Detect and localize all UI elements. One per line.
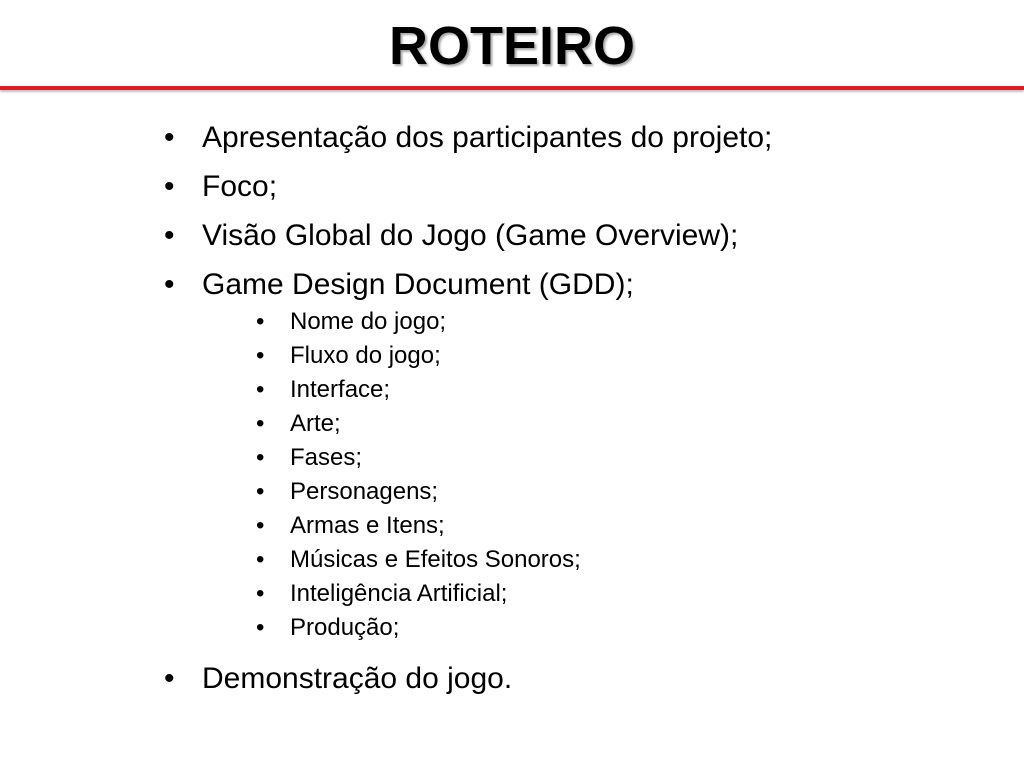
agenda-item-label: Foco; <box>202 170 278 203</box>
sub-item: • Interface; <box>256 373 998 407</box>
sub-item: • Músicas e Efeitos Sonoros; <box>256 543 998 577</box>
sub-item: • Fases; <box>256 441 998 475</box>
agenda-item <box>158 167 998 207</box>
agenda-item <box>158 216 998 256</box>
slide-title: ROTEIRO <box>388 16 635 76</box>
title-divider <box>0 86 1024 90</box>
sub-item: • Inteligência Artificial; <box>256 577 998 611</box>
gdd-sublist <box>202 305 998 645</box>
agenda-item-label: Game Design Document (GDD); <box>202 268 634 301</box>
sub-item: • Personagens; <box>256 475 998 509</box>
agenda-item-gdd <box>158 265 998 645</box>
agenda-item-label: Demonstração do jogo. <box>202 662 513 695</box>
agenda-item-label: Apresentação dos participantes do projeto; <box>202 121 773 154</box>
sub-item: • Arte; <box>256 407 998 441</box>
agenda-list <box>158 118 998 708</box>
sub-item: • Fluxo do jogo; <box>256 339 998 373</box>
agenda-item-label: Visão Global do Jogo (Game Overview); <box>202 219 739 252</box>
sub-item: • Produção; <box>256 611 998 645</box>
agenda-item <box>158 118 998 158</box>
agenda-item <box>158 659 998 699</box>
sub-item: • Nome do jogo; <box>256 305 998 339</box>
sub-item: • Armas e Itens; <box>256 509 998 543</box>
